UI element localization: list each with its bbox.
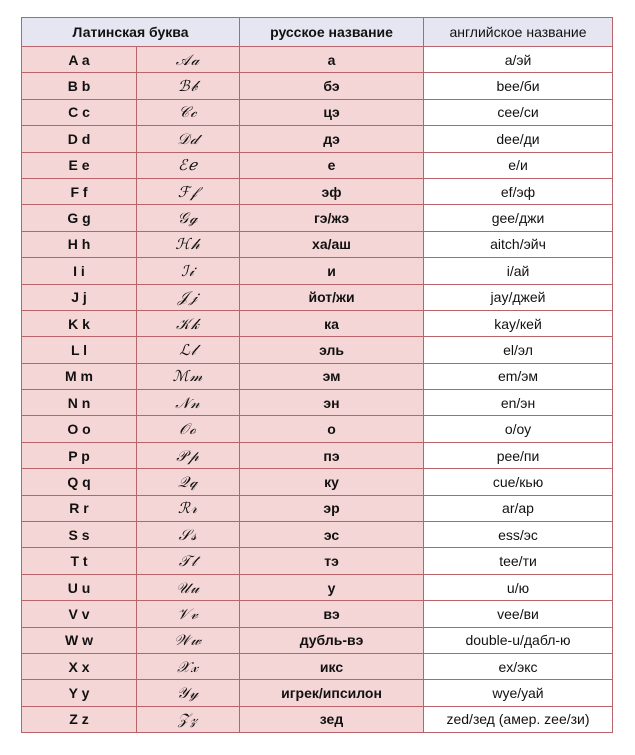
russian-name-cell: йот/жи (240, 284, 424, 310)
english-name-cell: cee/си (424, 99, 613, 125)
english-name-cell: en/эн (424, 390, 613, 416)
letter-script-cell: 𝒞𝒸 (137, 99, 240, 125)
table-row (22, 680, 613, 706)
russian-name-cell: дэ (240, 126, 424, 152)
letter-script-cell: 𝒢ℊ (137, 205, 240, 231)
letter-print-cell: Z z (22, 706, 137, 732)
english-name-cell: double-u/дабл-ю (424, 627, 613, 653)
letter-print-cell: E e (22, 152, 137, 178)
letter-print-cell: C c (22, 99, 137, 125)
russian-name-cell: ка (240, 310, 424, 336)
english-name-cell: cue/кью (424, 469, 613, 495)
letter-script-cell: 𝒯𝓉 (137, 548, 240, 574)
letter-print-cell: Q q (22, 469, 137, 495)
letter-script-cell: ℰℯ (137, 152, 240, 178)
english-name-cell: em/эм (424, 363, 613, 389)
english-name-cell: u/ю (424, 574, 613, 600)
letter-script-cell: 𝒴𝓎 (137, 680, 240, 706)
english-name-cell: kay/кей (424, 310, 613, 336)
table-row (22, 416, 613, 442)
header-russian-name: русское название (240, 18, 424, 47)
table-row (22, 495, 613, 521)
russian-name-cell: у (240, 574, 424, 600)
letter-print-cell: S s (22, 522, 137, 548)
english-name-cell: jay/джей (424, 284, 613, 310)
table-row (22, 99, 613, 125)
letter-print-cell: G g (22, 205, 137, 231)
table-row (22, 469, 613, 495)
letter-script-cell: 𝒬𝓆 (137, 469, 240, 495)
russian-name-cell: эм (240, 363, 424, 389)
table-row (22, 178, 613, 204)
table-row (22, 363, 613, 389)
letter-print-cell: H h (22, 231, 137, 257)
table-row (22, 73, 613, 99)
english-name-cell: pee/пи (424, 442, 613, 468)
table-row (22, 126, 613, 152)
english-name-cell: ex/экс (424, 653, 613, 679)
english-name-cell: dee/ди (424, 126, 613, 152)
russian-name-cell: тэ (240, 548, 424, 574)
letter-print-cell: A a (22, 47, 137, 73)
table-row (22, 442, 613, 468)
russian-name-cell: дубль-вэ (240, 627, 424, 653)
letter-script-cell: 𝒰𝓊 (137, 574, 240, 600)
russian-name-cell: пэ (240, 442, 424, 468)
table-row (22, 337, 613, 363)
letter-script-cell: 𝒳𝓍 (137, 653, 240, 679)
english-name-cell: e/и (424, 152, 613, 178)
table-row (22, 627, 613, 653)
letter-print-cell: R r (22, 495, 137, 521)
table-row (22, 390, 613, 416)
table-body (22, 47, 613, 733)
table-row (22, 522, 613, 548)
table-row (22, 258, 613, 284)
russian-name-cell: игрек/ипсилон (240, 680, 424, 706)
letter-print-cell: V v (22, 601, 137, 627)
letter-script-cell: 𝒥𝒿 (137, 284, 240, 310)
letter-print-cell: J j (22, 284, 137, 310)
letter-script-cell: ℳ𝓂 (137, 363, 240, 389)
english-name-cell: gee/джи (424, 205, 613, 231)
russian-name-cell: икс (240, 653, 424, 679)
english-name-cell: ar/ар (424, 495, 613, 521)
english-name-cell: ef/эф (424, 178, 613, 204)
letter-script-cell: ℒ𝓁 (137, 337, 240, 363)
russian-name-cell: эр (240, 495, 424, 521)
letter-print-cell: B b (22, 73, 137, 99)
table-row (22, 653, 613, 679)
russian-name-cell: эс (240, 522, 424, 548)
letter-script-cell: 𝒲𝓌 (137, 627, 240, 653)
letter-print-cell: N n (22, 390, 137, 416)
letter-print-cell: Y y (22, 680, 137, 706)
table-row (22, 152, 613, 178)
latin-alphabet-table (21, 17, 613, 733)
english-name-cell: ess/эс (424, 522, 613, 548)
russian-name-cell: е (240, 152, 424, 178)
russian-name-cell: и (240, 258, 424, 284)
letter-print-cell: X x (22, 653, 137, 679)
header-english-name: английское название (424, 18, 613, 47)
english-name-cell: bee/би (424, 73, 613, 99)
letter-print-cell: K k (22, 310, 137, 336)
letter-script-cell: 𝒩𝓃 (137, 390, 240, 416)
letter-script-cell: 𝒜𝒶 (137, 47, 240, 73)
letter-script-cell: 𝒪ℴ (137, 416, 240, 442)
letter-print-cell: M m (22, 363, 137, 389)
letter-print-cell: T t (22, 548, 137, 574)
russian-name-cell: гэ/жэ (240, 205, 424, 231)
letter-print-cell: F f (22, 178, 137, 204)
russian-name-cell: ку (240, 469, 424, 495)
letter-script-cell: 𝒟𝒹 (137, 126, 240, 152)
header-latin-letter: Латинская буква (22, 18, 240, 47)
russian-name-cell: бэ (240, 73, 424, 99)
english-name-cell: tee/ти (424, 548, 613, 574)
letter-print-cell: U u (22, 574, 137, 600)
letter-script-cell: 𝒦𝓀 (137, 310, 240, 336)
russian-name-cell: о (240, 416, 424, 442)
table-row (22, 548, 613, 574)
letter-script-cell: 𝒮𝓈 (137, 522, 240, 548)
russian-name-cell: эн (240, 390, 424, 416)
letter-print-cell: L l (22, 337, 137, 363)
russian-name-cell: эль (240, 337, 424, 363)
english-name-cell: i/ай (424, 258, 613, 284)
letter-print-cell: D d (22, 126, 137, 152)
letter-script-cell: 𝒵𝓏 (137, 706, 240, 732)
letter-script-cell: ℛ𝓇 (137, 495, 240, 521)
russian-name-cell: эф (240, 178, 424, 204)
english-name-cell: zed/зед (амер. zee/зи) (424, 706, 613, 732)
english-name-cell: aitch/эйч (424, 231, 613, 257)
english-name-cell: el/эл (424, 337, 613, 363)
english-name-cell: a/эй (424, 47, 613, 73)
letter-script-cell: ℱ𝒻 (137, 178, 240, 204)
english-name-cell: wye/уай (424, 680, 613, 706)
letter-print-cell: I i (22, 258, 137, 284)
table-row (22, 284, 613, 310)
russian-name-cell: вэ (240, 601, 424, 627)
table-row (22, 706, 613, 732)
letter-print-cell: P p (22, 442, 137, 468)
letter-print-cell: W w (22, 627, 137, 653)
russian-name-cell: зед (240, 706, 424, 732)
russian-name-cell: цэ (240, 99, 424, 125)
table-row (22, 205, 613, 231)
letter-script-cell: ℐ𝒾 (137, 258, 240, 284)
table-row (22, 47, 613, 73)
table-row (22, 231, 613, 257)
letter-script-cell: ℋ𝒽 (137, 231, 240, 257)
letter-script-cell: ℬ𝒷 (137, 73, 240, 99)
table-row (22, 601, 613, 627)
letter-script-cell: 𝒱𝓋 (137, 601, 240, 627)
english-name-cell: vee/ви (424, 601, 613, 627)
letter-print-cell: O o (22, 416, 137, 442)
table-row (22, 574, 613, 600)
table-header-row (22, 18, 613, 47)
table-row (22, 310, 613, 336)
russian-name-cell: ха/аш (240, 231, 424, 257)
english-name-cell: o/оу (424, 416, 613, 442)
russian-name-cell: а (240, 47, 424, 73)
letter-script-cell: 𝒫𝓅 (137, 442, 240, 468)
